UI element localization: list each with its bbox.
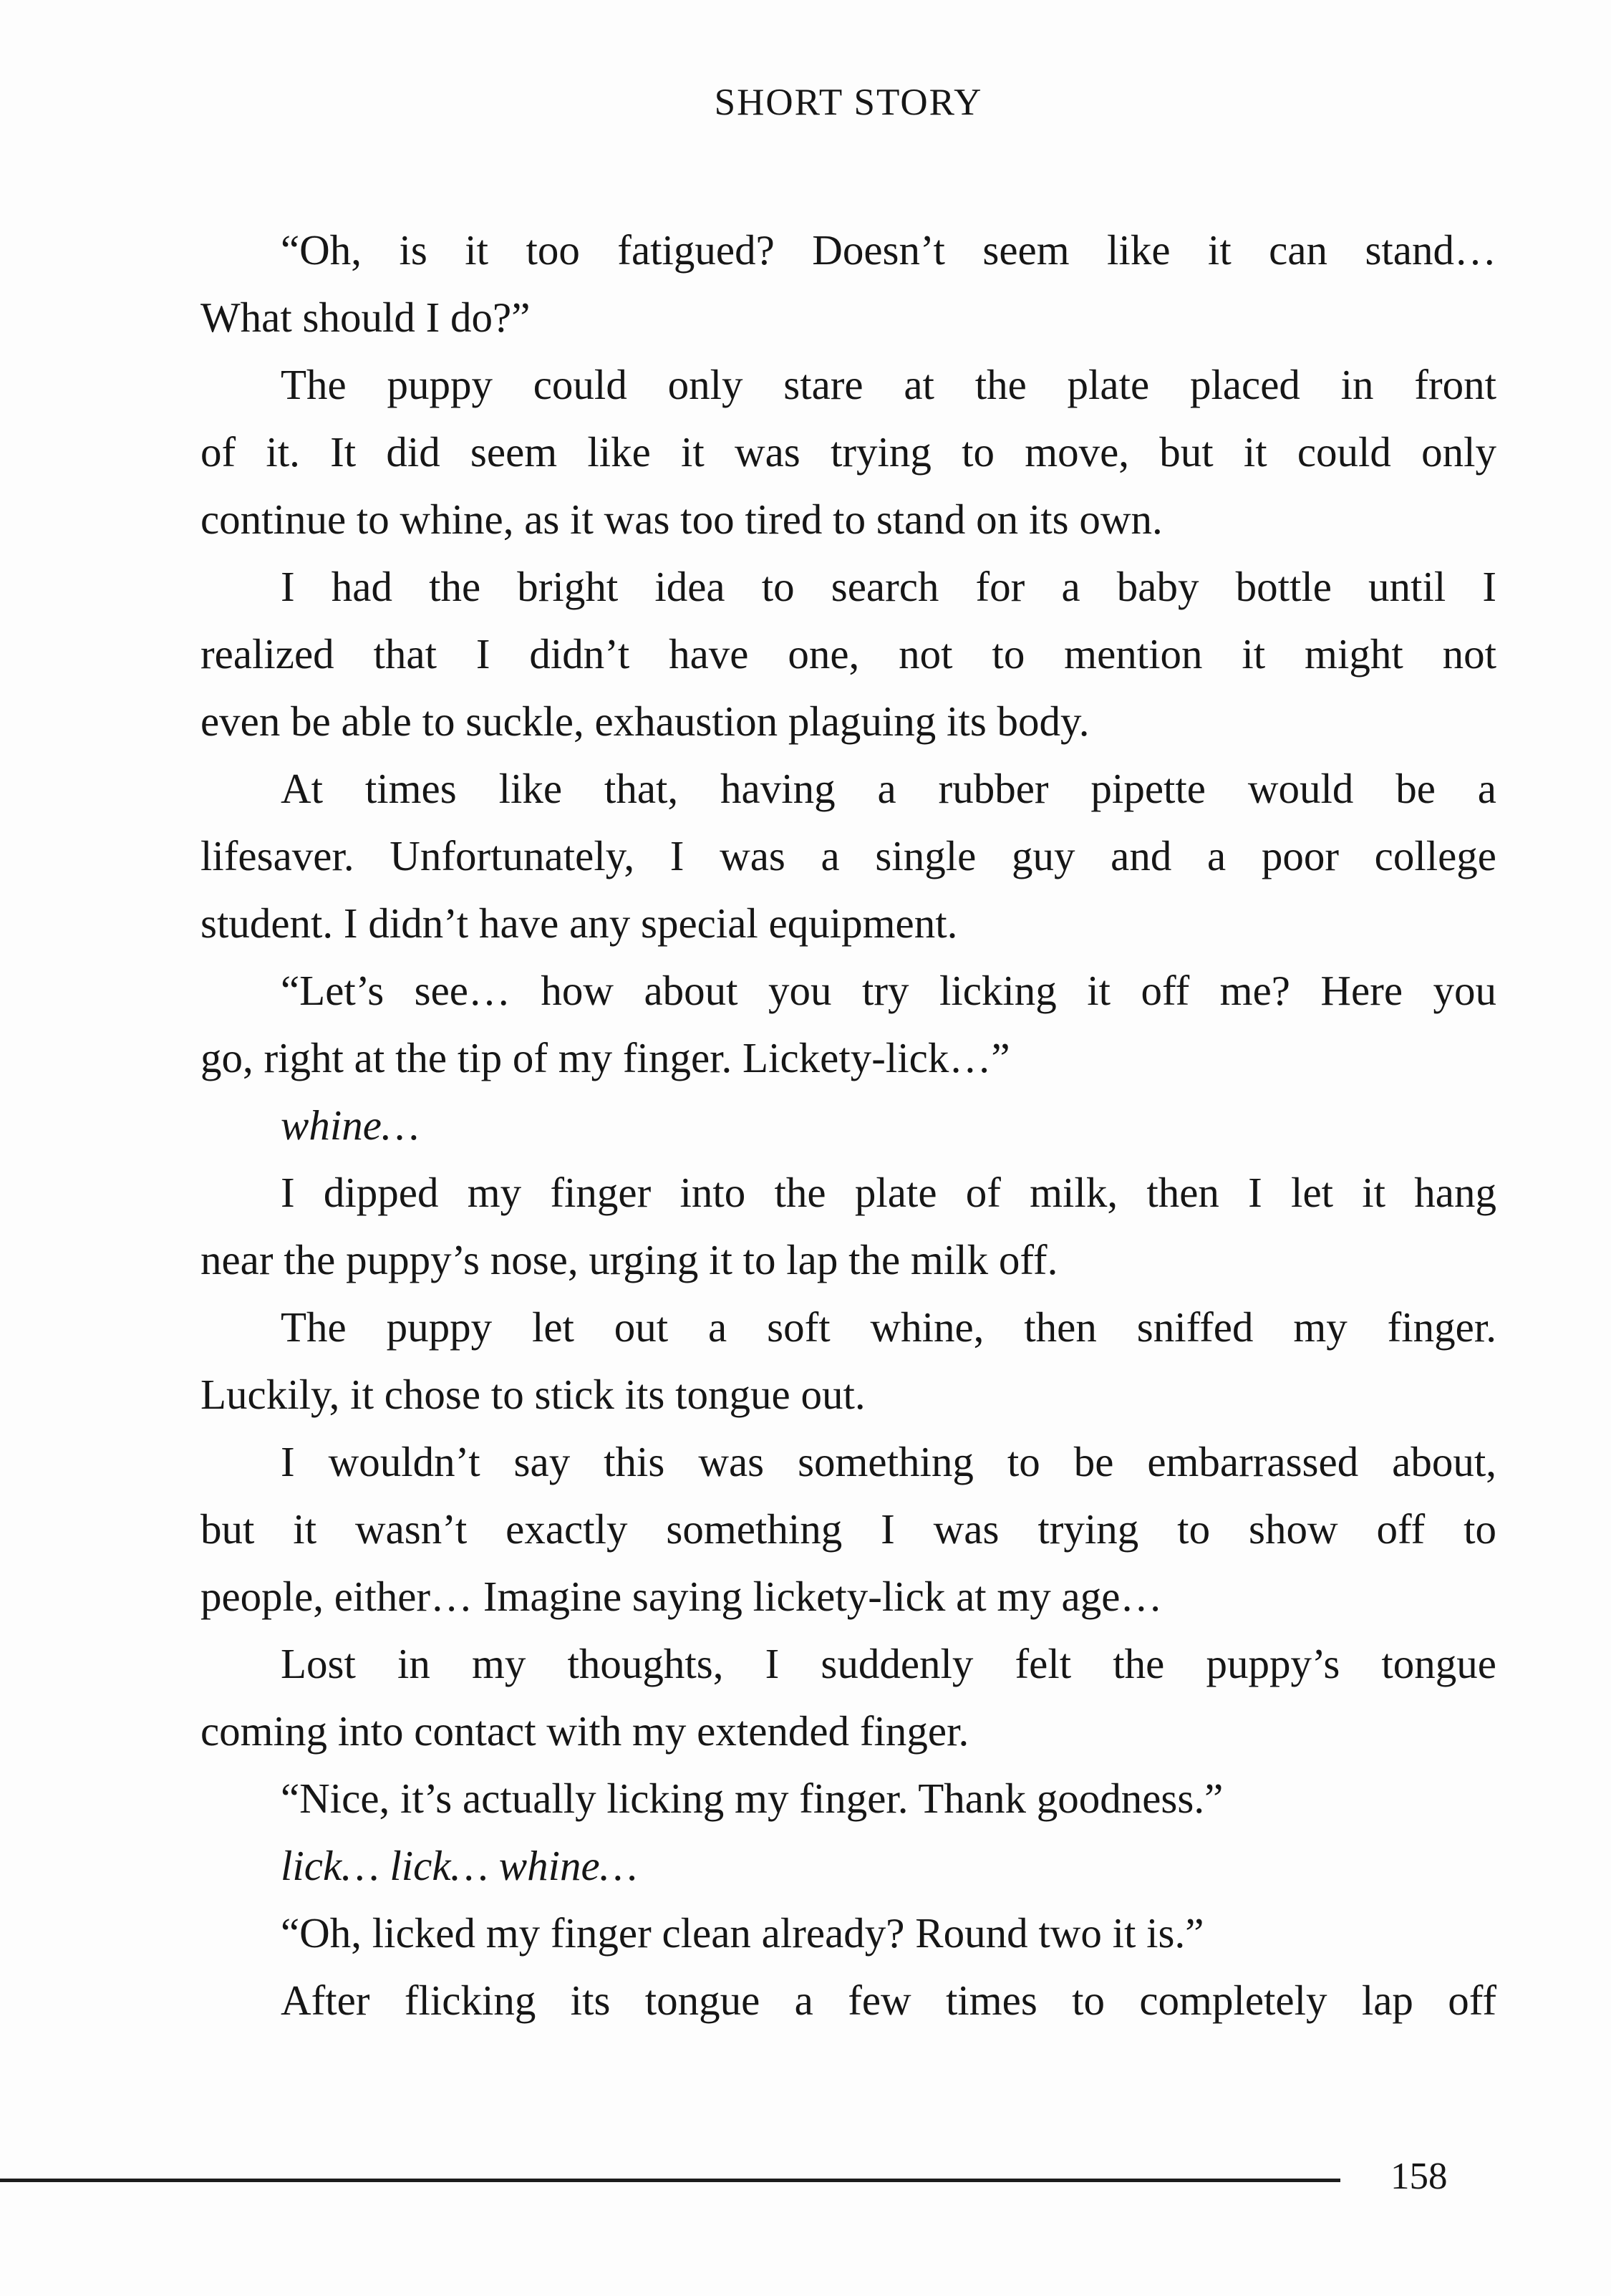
text-line: lifesaver. Unfortunately, I was a single guy and a poor college bbox=[200, 832, 1496, 879]
body-text-block bbox=[200, 216, 1496, 2034]
text-line: I had the bright idea to search for a baby bottle until I bbox=[281, 563, 1496, 610]
footer-rule bbox=[0, 2179, 1340, 2182]
text-line: “Nice, it’s actually licking my finger. Thank goodness.” bbox=[281, 1775, 1224, 1822]
text-line: even be able to suckle, exhaustion plaguing its body. bbox=[200, 698, 1090, 745]
text-line: lick… lick… whine… bbox=[281, 1842, 638, 1889]
text-line: but it wasn’t exactly something I was trying to show off to bbox=[200, 1505, 1496, 1553]
paragraph bbox=[200, 1832, 1496, 1899]
text-line: I dipped my finger into the plate of milk, then I let it hang bbox=[281, 1169, 1496, 1216]
running-head: SHORT STORY bbox=[714, 82, 983, 123]
text-line: continue to whine, as it was too tired to stand on its own. bbox=[200, 496, 1163, 543]
text-line: go, right at the tip of my finger. Lickety-lick…” bbox=[200, 1034, 1010, 1081]
paragraph bbox=[200, 1091, 1496, 1159]
page-number: 158 bbox=[1390, 2156, 1448, 2197]
text-line: What should I do?” bbox=[200, 294, 531, 341]
text-line: coming into contact with my extended finger. bbox=[200, 1707, 969, 1755]
text-line: “Let’s see… how about you try licking it off me? Here you bbox=[281, 967, 1496, 1014]
text-line: “Oh, licked my finger clean already? Round two it is.” bbox=[281, 1909, 1204, 1957]
text-line: At times like that, having a rubber pipette would be a bbox=[281, 765, 1496, 812]
paragraph bbox=[200, 1293, 1496, 1428]
text-line: “Oh, is it too fatigued? Doesn’t seem like it can stand… bbox=[281, 226, 1496, 274]
paragraph bbox=[200, 755, 1496, 957]
paragraph bbox=[200, 1159, 1496, 1293]
text-line: The puppy could only stare at the plate placed in front bbox=[281, 361, 1496, 408]
paragraph bbox=[200, 1967, 1496, 2034]
text-line: realized that I didn’t have one, not to mention it might not bbox=[200, 630, 1496, 677]
paragraph bbox=[200, 553, 1496, 755]
paragraph bbox=[200, 216, 1496, 351]
text-line: After flicking its tongue a few times to completely lap off bbox=[281, 1977, 1496, 2024]
text-line: Lost in my thoughts, I suddenly felt the puppy’s tongue bbox=[281, 1640, 1496, 1687]
text-line: student. I didn’t have any special equipment. bbox=[200, 899, 958, 947]
text-line: whine… bbox=[281, 1101, 420, 1149]
paragraph bbox=[200, 1428, 1496, 1630]
paragraph bbox=[200, 351, 1496, 553]
text-line: I wouldn’t say this was something to be embarrassed about, bbox=[281, 1438, 1496, 1485]
paragraph bbox=[200, 1765, 1496, 1832]
text-line: Luckily, it chose to stick its tongue out. bbox=[200, 1371, 866, 1418]
paragraph bbox=[200, 957, 1496, 1091]
text-line: of it. It did seem like it was trying to move, but it could only bbox=[200, 428, 1496, 476]
paragraph bbox=[200, 1630, 1496, 1765]
text-line: people, either… Imagine saying lickety-lick at my age… bbox=[200, 1573, 1163, 1620]
text-line: The puppy let out a soft whine, then sniffed my finger. bbox=[281, 1303, 1496, 1351]
text-line: near the puppy’s nose, urging it to lap the milk off. bbox=[200, 1236, 1058, 1283]
paragraph bbox=[200, 1899, 1496, 1967]
